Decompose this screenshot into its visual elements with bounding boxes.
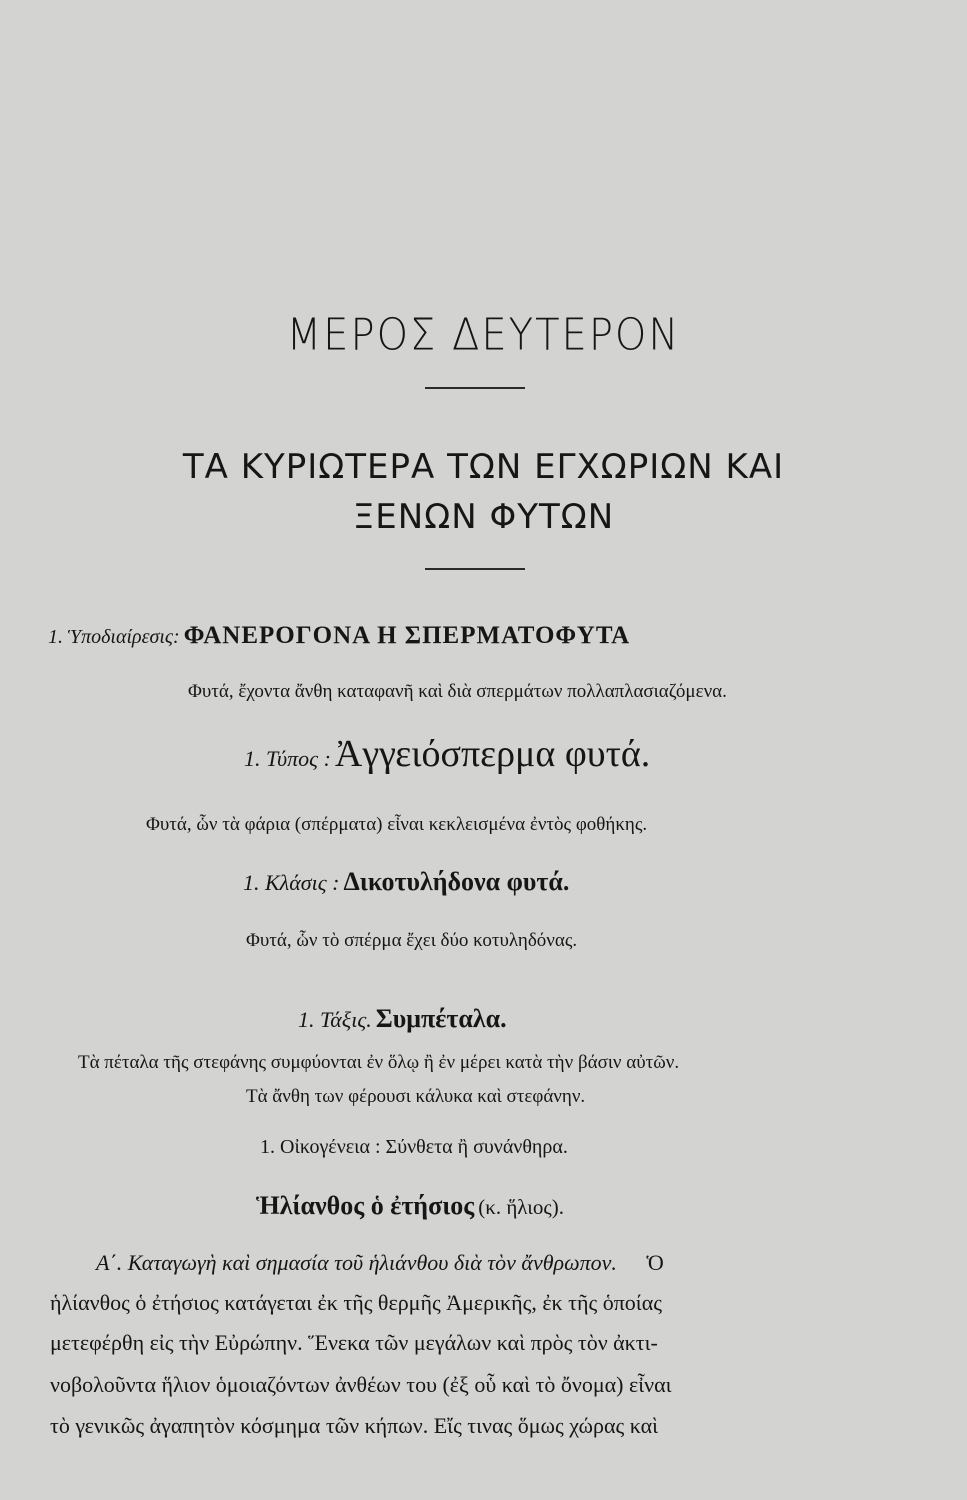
subdivision-name: ΦΑΝΕΡΟΓΟΝΑ Η ΣΠΕΡΜΑΤΟΦΥΤΑ xyxy=(183,622,631,649)
order-description-line1: Τὰ πέταλα τῆς στεφάνης συμφύονται ἐν ὅλῳ ἢ ἐν μέρει κατὰ τὴν βάσιν αὐτῶν. xyxy=(78,1052,680,1073)
body-line-5: τὸ γενικῶς ἀγαπητὸν κόσμημα τῶν κήπων. Εἴς τινας ὅμως χώρας καὶ xyxy=(50,1413,659,1438)
class-description: Φυτά, ὧν τὸ σπέρμα ἔχει δύο κοτυληδόνας. xyxy=(246,930,578,951)
type-heading xyxy=(244,732,650,776)
part-title: ΜΕΡΟΣ ΔΕΥΤΕΡΟΝ xyxy=(286,309,681,361)
class-label: 1. Κλάσις : xyxy=(243,870,340,895)
section-heading: Καταγωγὴ καὶ σημασία τοῦ ἡλιάνθου διὰ τὸν ἄνθρωπον. xyxy=(127,1250,617,1275)
order-heading xyxy=(298,1004,507,1034)
subdivision-description: Φυτά, ἔχοντα ἄνθη καταφανῆ καὶ διὰ σπερμάτων πολλαπλασιαζόμενα. xyxy=(188,681,727,702)
divider-top xyxy=(425,387,525,389)
order-name: Συμπέταλα. xyxy=(375,1004,507,1033)
subdivision-heading xyxy=(48,622,630,650)
type-label: 1. Τύπος : xyxy=(244,746,331,771)
body-line-4: νοβολοῦντα ἥλιον ὁμοιαζόντων ἀνθέων του (ἐξ οὗ καὶ τὸ ὄνομα) εἶναι xyxy=(50,1372,672,1397)
main-title-line1: ΤΑ ΚΥΡΙΩΤΕΡΑ ΤΩΝ ΕΓΧΩΡΙΩΝ ΚΑΙ xyxy=(182,447,785,487)
class-name: Δικοτυλήδονα φυτά. xyxy=(343,867,570,896)
type-name: Ἀγγειόσπερμα φυτά. xyxy=(334,733,651,775)
section-label: Α΄. xyxy=(96,1250,123,1275)
divider-bottom xyxy=(425,568,525,570)
body-line-3: μετεφέρθη εἰς τὴν Εὐρώπην. Ἕνεκα τῶν μεγάλων καὶ πρὸς τὸν ἀκτι- xyxy=(50,1330,658,1355)
class-heading xyxy=(243,867,569,897)
main-title-line2: ΞΕΝΩΝ ΦΥΤΩΝ xyxy=(352,497,615,537)
order-label: 1. Τάξις. xyxy=(298,1007,372,1032)
family-heading: 1. Οἰκογένεια : Σύνθετα ἢ συνάνθηρα. xyxy=(260,1136,568,1158)
type-description: Φυτά, ὧν τὰ φάρια (σπέρματα) εἶναι κεκλεισμένα ἐντὸς φοθήκης. xyxy=(146,814,648,835)
body-line-1 xyxy=(96,1250,664,1276)
order-description-line2: Τὰ ἄνθη των φέρουσι κάλυκα καὶ στεφάνην. xyxy=(246,1086,586,1107)
species-heading xyxy=(256,1191,564,1221)
species-name: Ἡλίανθος ὁ ἐτήσιος xyxy=(256,1191,475,1220)
species-note: (κ. ἥλιος). xyxy=(478,1195,564,1219)
body-line-1-tail: Ὁ xyxy=(646,1250,664,1275)
subdivision-label: 1. Ὑποδιαίρεσις: xyxy=(48,626,180,648)
body-line-2: ἡλίανθος ὁ ἐτήσιος κατάγεται ἐκ τῆς θερμῆς Ἀμερικῆς, ἐκ τῆς ὁποίας xyxy=(50,1290,662,1315)
